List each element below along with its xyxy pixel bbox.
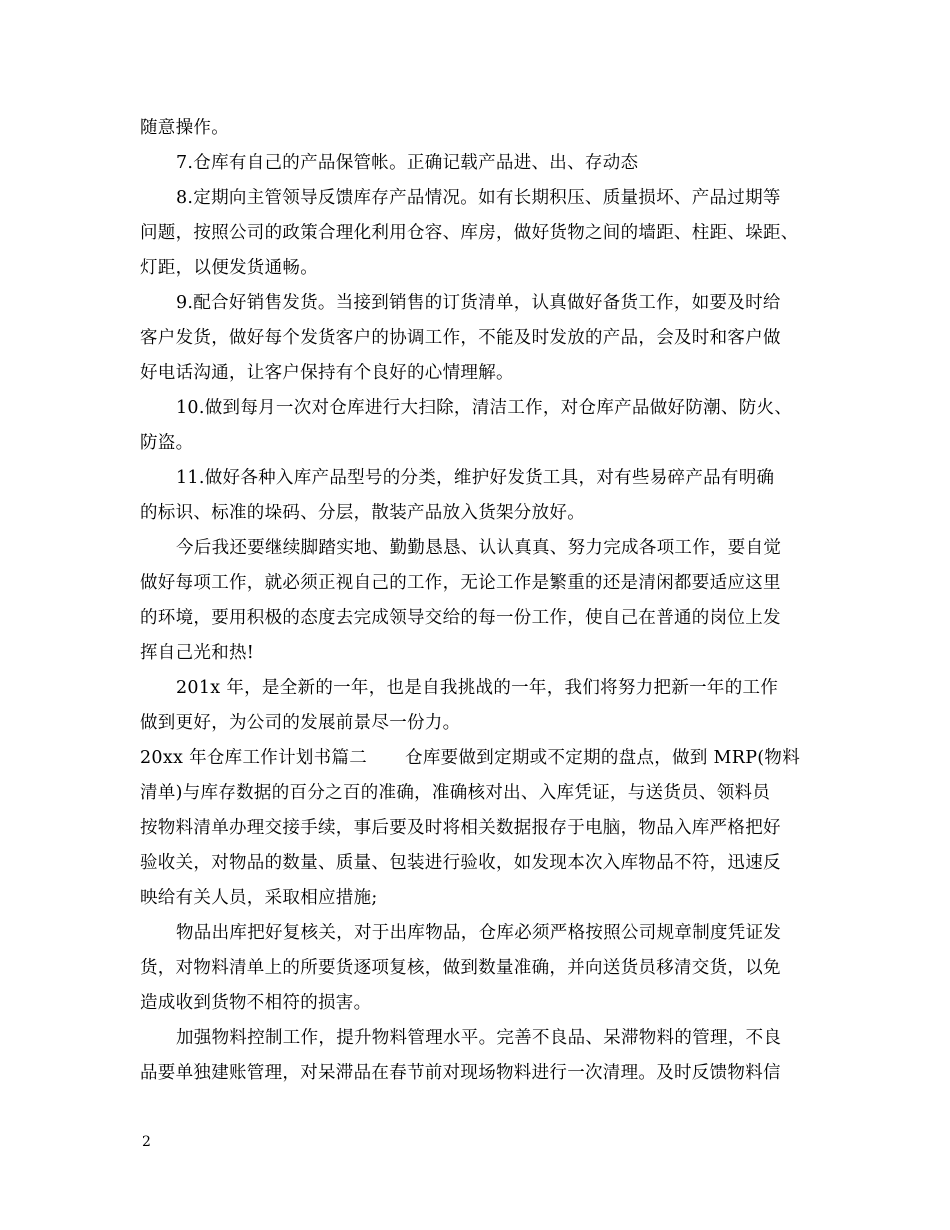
- text-line: 验收关，对物品的数量、质量、包装进行验收，如发现本次入库物品不符，迅速反: [140, 853, 781, 873]
- text-line: 灯距，以便发货通畅。: [140, 258, 318, 278]
- text-line: 的标识、标准的垛码、分层，散装产品放入货架分放好。: [140, 503, 585, 523]
- text-line: 8.定期向主管领导反馈库存产品情况。如有长期积压、质量损坏、产品过期等: [176, 188, 781, 208]
- text-line: 清单)与库存数据的百分之百的准确，准确核对出、入库凭证，与送货员、领料员: [140, 783, 771, 803]
- text-line: 10.做到每月一次对仓库进行大扫除，清洁工作，对仓库产品做好防潮、防火、: [176, 398, 793, 418]
- text-line: 9.配合好销售发货。当接到销售的订货清单，认真做好备货工作，如要及时给: [176, 293, 781, 313]
- text-line: 防盗。: [140, 433, 194, 453]
- text-line: 7.仓库有自己的产品保管帐。正确记载产品进、出、存动态: [176, 153, 639, 173]
- text-line: 映给有关人员，采取相应措施;: [140, 888, 378, 908]
- text-line: 今后我还要继续脚踏实地、勤勤恳恳、认认真真、努力完成各项工作，要自觉: [176, 538, 782, 558]
- text-line: 201x 年，是全新的一年，也是自我挑战的一年，我们将努力把新一年的工作: [176, 678, 779, 698]
- text-line: 按物料清单办理交接手续，事后要及时将相关数据报存于电脑，物品入库严格把好: [140, 818, 781, 838]
- text-line: 问题，按照公司的政策合理化利用仓容、库房，做好货物之间的墙距、柱距、垛距、: [140, 223, 799, 243]
- section-text: 仓库要做到定期或不定期的盘点，做到 MRP(物料: [405, 748, 801, 768]
- text-line: 物品出库把好复核关，对于出库物品，仓库必须严格按照公司规章制度凭证发: [176, 923, 782, 943]
- text-line: 好电话沟通，让客户保持有个良好的心情理解。: [140, 363, 514, 383]
- text-line: 做到更好，为公司的发展前景尽一份力。: [140, 713, 461, 733]
- text-line: 随意操作。: [140, 118, 229, 138]
- section-heading: 20xx 年仓库工作计划书篇二: [140, 748, 368, 768]
- text-line: 货，对物料清单上的所要货逐项复核，做到数量准确，并向送货员移清交货，以免: [140, 958, 781, 978]
- text-line: 客户发货，做好每个发货客户的协调工作，不能及时发放的产品，会及时和客户做: [140, 328, 781, 348]
- text-line: 挥自己光和热!: [140, 643, 255, 663]
- text-line: 品要单独建账管理，对呆滞品在春节前对现场物料进行一次清理。及时反馈物料信: [140, 1063, 781, 1083]
- text-line: 的环境，要用积极的态度去完成领导交给的每一份工作，使自己在普通的岗位上发: [140, 608, 781, 628]
- page-number: 2: [142, 1134, 151, 1150]
- text-line-heading: [140, 748, 800, 768]
- text-line: 11.做好各种入库产品型号的分类，维护好发货工具，对有些易碎产品有明确: [176, 468, 775, 488]
- text-line: 加强物料控制工作，提升物料管理水平。完善不良品、呆滞物料的管理，不良: [176, 1028, 782, 1048]
- text-line: 造成收到货物不相符的损害。: [140, 993, 372, 1013]
- text-line: 做好每项工作，就必须正视自己的工作，无论工作是繁重的还是清闲都要适应这里: [140, 573, 781, 593]
